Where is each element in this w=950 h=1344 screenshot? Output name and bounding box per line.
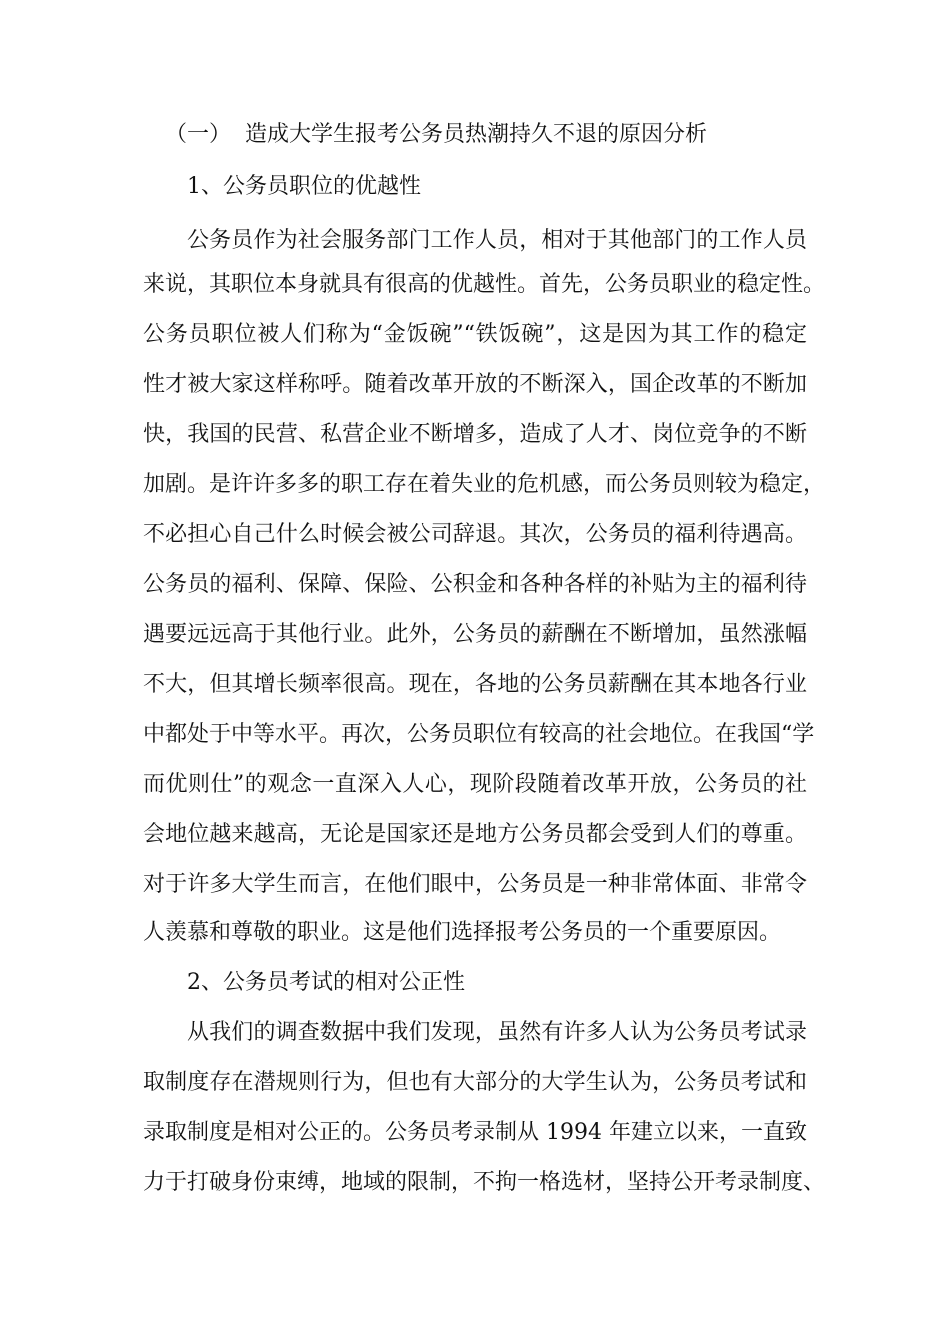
paragraph-1-line: 而优则仕”的观念一直深入人心，现阶段随着改革开放，公务员的社 xyxy=(143,772,807,797)
paragraph-2-line: 取制度存在潜规则行为，但也有大部分的大学生认为，公务员考试和 xyxy=(143,1070,807,1095)
paragraph-1-line: 不大，但其增长频率很高。现在，各地的公务员薪酬在其本地各行业 xyxy=(143,672,807,697)
paragraph-1-line: 会地位越来越高，无论是国家还是地方公务员都会受到人们的尊重。 xyxy=(143,822,807,847)
paragraph-1-line: 快，我国的民营、私营企业不断增多，造成了人才、岗位竞争的不断 xyxy=(143,422,807,447)
subsection-1-title: 1、公务员职位的优越性 xyxy=(187,174,421,199)
paragraph-2-line: 力于打破身份束缚，地域的限制，不拘一格选材，坚持公开考录制度、 xyxy=(143,1170,826,1195)
paragraph-1-line: 公务员职位被人们称为“金饭碗”“铁饭碗”，这是因为其工作的稳定 xyxy=(143,322,807,347)
paragraph-1-line: 性才被大家这样称呼。随着改革开放的不断深入，国企改革的不断加 xyxy=(143,372,807,397)
section-heading xyxy=(165,120,707,150)
paragraph-1-line: 不必担心自己什么时候会被公司辞退。其次，公务员的福利待遇高。 xyxy=(143,522,807,547)
paragraph-1-line: 人羡慕和尊敬的职业。这是他们选择报考公务员的一个重要原因。 xyxy=(143,920,782,945)
paragraph-1-line: 对于许多大学生而言，在他们眼中，公务员是一种非常体面、非常令 xyxy=(143,872,807,897)
paragraph-1-line: 公务员作为社会服务部门工作人员，相对于其他部门的工作人员 xyxy=(187,228,807,253)
subsection-2-title: 2、公务员考试的相对公正性 xyxy=(187,970,465,995)
paragraph-1-line: 中都处于中等水平。再次，公务员职位有较高的社会地位。在我国“学 xyxy=(143,722,815,747)
paragraph-1-line: 加剧。是许许多多的职工存在着失业的危机感，而公务员则较为稳定， xyxy=(143,472,826,497)
section-number: （一） xyxy=(165,122,232,147)
paragraph-1-line: 遇要远远高于其他行业。此外，公务员的薪酬在不断增加，虽然涨幅 xyxy=(143,622,807,647)
paragraph-2-line: 从我们的调查数据中我们发现，虽然有许多人认为公务员考试录 xyxy=(187,1020,807,1045)
paragraph-2-line: 录取制度是相对公正的。公务员考录制从 1994 年建立以来，一直致 xyxy=(143,1120,807,1145)
paragraph-1-line: 来说，其职位本身就具有很高的优越性。首先，公务员职业的稳定性。 xyxy=(143,272,826,297)
paragraph-1-line: 公务员的福利、保障、保险、公积金和各种各样的补贴为主的福利待 xyxy=(143,572,807,597)
section-title: 造成大学生报考公务员热潮持久不退的原因分析 xyxy=(245,122,708,147)
